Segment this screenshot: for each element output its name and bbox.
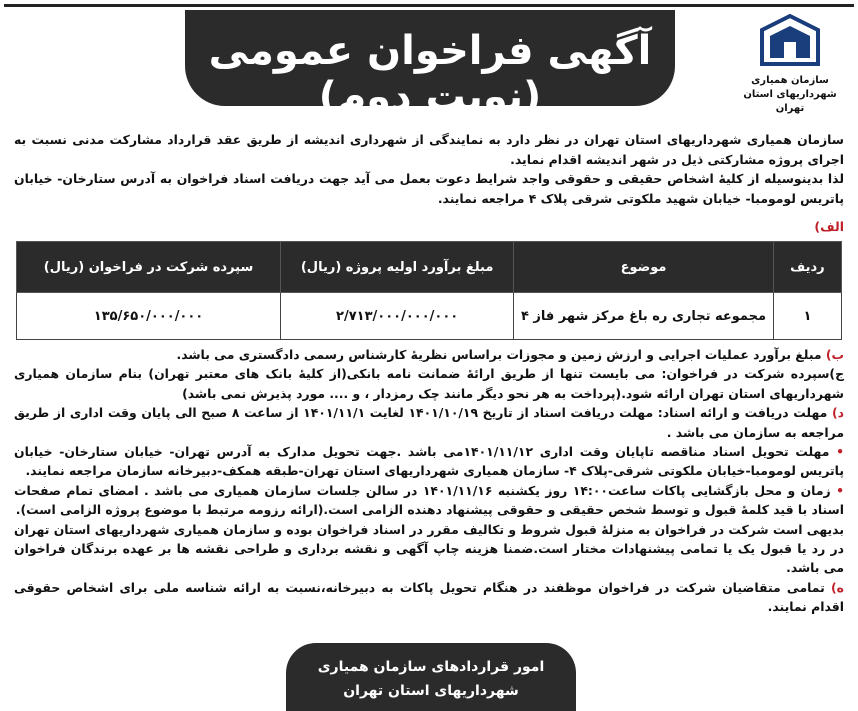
logo-text: سازمان همیاری شهرداریهای استان تهران <box>743 75 837 114</box>
footer-banner <box>286 643 576 711</box>
item-text: مهلت دریافت و ارائه اسناد: مهلت دریافت اسناد از تاریخ ۱۴۰۱/۱۰/۱۹ لغایت ۱۴۰۱/۱۱/۱ از ساعت ۸ صبح الی پایان وقت اداری از طریق مراجعه به سازمان می باشد . <box>14 405 844 440</box>
conditions-list <box>14 345 844 617</box>
header-subject: موضوع <box>514 242 774 293</box>
header-deposit: سپرده شرکت در فراخوان (ریال) <box>17 242 281 293</box>
intro-section <box>14 130 844 208</box>
header-row-number: ردیف <box>773 242 841 293</box>
list-item <box>14 578 844 617</box>
section-marker-alef: الف) <box>814 219 844 234</box>
intro-paragraph-2: لذا بدینوسیله از کلیهٔ اشخاص حقیقی و حقوقی واجد شرایط دعوت بعمل می آید جهت دریافت اسناد فراخوان به آدرس ستارخان- خیابان پاتریس لومومبا- خیابان شهید ملکوتی شرقی پلاک ۴ مراجعه نمایند. <box>14 171 844 206</box>
intro-paragraph-1: سازمان همیاری شهرداریهای استان تهران در نظر دارد به نمایندگی از شهرداری اندیشه از طریق عقد قرارداد مشارکت مدنی نسبت به اجرای پروژه مشارکتی ذیل در شهر اندیشه اقدام نماید. <box>14 132 844 167</box>
organization-logo <box>730 14 850 114</box>
cell-row-number: ۱ <box>773 293 841 340</box>
cell-subject: مجموعه تجاری ره باغ مرکز شهر فاز ۴ <box>514 293 774 340</box>
header-estimate: مبلغ برآورد اولیه پروژه (ریال) <box>281 242 514 293</box>
list-item <box>14 442 844 481</box>
item-marker: ه) <box>831 579 844 595</box>
item-marker: ج) <box>829 366 844 382</box>
table-header-row <box>17 242 842 293</box>
page-title: آگهی فراخوان عمومی (نوبت دوم) <box>208 28 652 120</box>
item-marker: د) <box>831 405 844 421</box>
item-marker: • <box>836 444 844 460</box>
list-item <box>14 345 844 364</box>
header-banner <box>185 6 675 120</box>
footer-signature <box>286 655 576 703</box>
item-text: سپرده شرکت در فراخوان: می بایست تنها از طریق ارائهٔ ضمانت نامه بانکی(از کلیهٔ بانک های معتبر تهران) بنام سازمان همیاری شهرداریهای استان تهران ارائه شود.(پرداخت به هر نحو دیگر مانند چک رمزدار ، و .... مورد پذیرش نمی باشد) <box>14 366 844 401</box>
cell-deposit: ۱۳۵/۶۵۰/۰۰۰/۰۰۰ <box>17 293 281 340</box>
item-text: زمان و محل بازگشایی پاکات ساعت۱۴:۰۰ روز یکشنبه ۱۴۰۱/۱۱/۱۶ در سالن جلسات سازمان همیاری می باشد . امضای تمام صفحات اسناد با قید کلمهٔ قبول و توسط شخص حقیقی و حقوقی پیشنهاد دهنده الزامی است.(ارائه رزومه مرتبط با موضوع پروژه الزامی است). <box>14 482 844 518</box>
list-item <box>14 520 844 578</box>
list-item <box>14 364 844 403</box>
logo-icon <box>758 14 822 70</box>
list-item <box>14 403 844 442</box>
item-text: مهلت تحویل اسناد مناقصه تاپایان وقت اداری ۱۴۰۱/۱۱/۱۲می باشد .جهت تحویل مدارک به آدرس تهران- خیابان ستارخان- خیابان پاتریس لومومبا-خیابان ملکوتی شرقی-پلاک ۴- سازمان همیاری شهرداریهای استان تهران-طبقه همکف-دبیرخانه سازمان مراجعه نمایند. <box>14 444 844 479</box>
project-table <box>16 241 842 340</box>
item-text: تمامی متقاضیان شرکت در فراخوان موظفند در هنگام تحویل پاکات به دبیرخانه،نسبت به ارائه شناسه ملی برای اشخاص حقوقی اقدام نمایند. <box>14 579 844 615</box>
item-text: بدیهی است شرکت در فراخوان به منزلهٔ قبول شروط و تکالیف مقرر در اسناد فراخوان بوده و سازمان همیاری شهرداریهای استان تهران در رد یا قبول یک یا تمامی پیشنهادات مختار است.ضمنا هزینه چاپ آگهی و نقشه برداری و طراحی نقشه ها بر عهده برندگان فراخوان می باشد. <box>14 521 844 576</box>
list-item <box>14 481 844 520</box>
cell-estimate: ۲/۷۱۳/۰۰۰/۰۰۰/۰۰۰ <box>281 293 514 340</box>
item-marker: • <box>836 482 844 498</box>
table-row <box>17 293 842 340</box>
item-marker: ب) <box>825 347 844 362</box>
item-text: مبلغ برآورد عملیات اجرایی و ارزش زمین و مجوزات براساس نظریهٔ کارشناس رسمی دادگستری می باشد. <box>176 347 822 362</box>
footer-line-1: امور قراردادهای سازمان همیاری <box>317 659 545 675</box>
footer-line-2: شهرداریهای استان تهران <box>343 683 519 699</box>
